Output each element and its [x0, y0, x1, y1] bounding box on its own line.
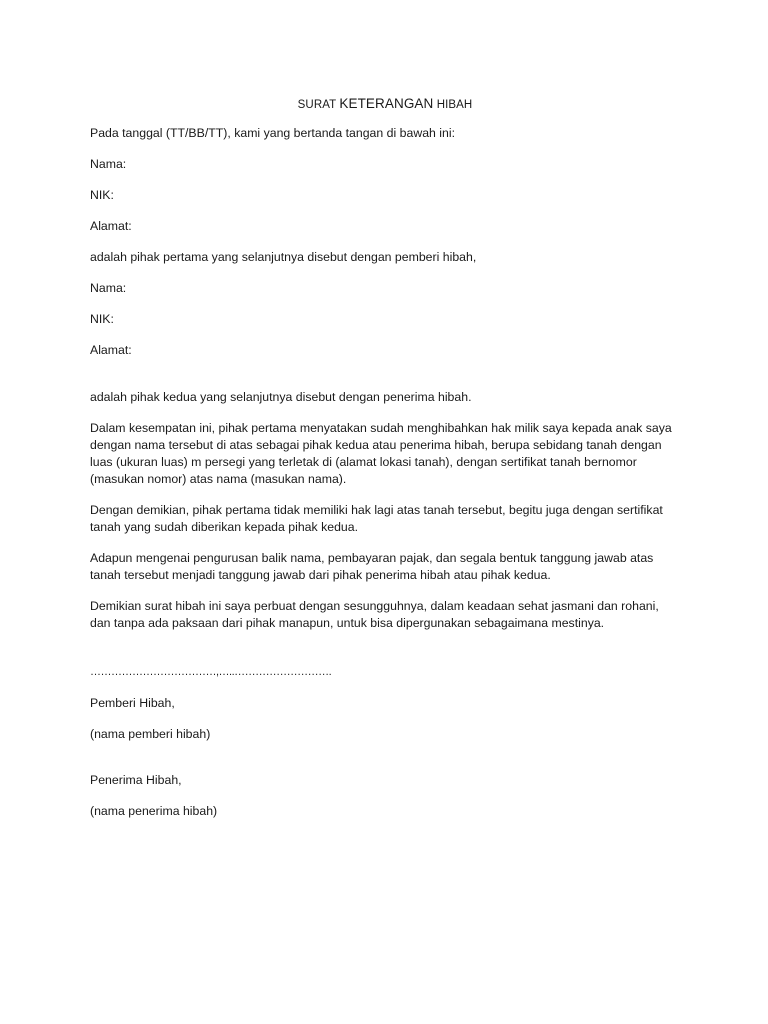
paragraph-grant: Dalam kesempatan ini, pihak pertama menyatakan sudah menghibahkan hak milik saya kepada anak saya dengan nama tersebut di atas sebagai pihak kedua atau penerima hibah, berupa sebidang tanah dengan luas (ukuran luas) m persegi yang terletak di (alamat lokasi tanah), dengan sertifikat tanah bernomor (masukan nomor) atas nama (masukan nama).	[90, 421, 672, 486]
document-title	[90, 95, 680, 114]
party2-name-label: Nama:	[90, 281, 127, 295]
party2-address-label: Alamat:	[90, 343, 132, 357]
party2-role-text: adalah pihak kedua yang selanjutnya disebut dengan penerima hibah.	[90, 390, 472, 404]
place-date-line: ………………………………,…..……………………….	[90, 666, 332, 678]
opening-statement: Pada tanggal (TT/BB/TT), kami yang bertanda tangan di bawah ini:	[90, 126, 456, 140]
title-emphasis: KETERANGAN	[339, 96, 434, 111]
party1-address-label: Alamat:	[90, 219, 132, 233]
paragraph-closing: Demikian surat hibah ini saya perbuat dengan sesungguhnya, dalam keadaan sehat jasmani dan rohani, dan tanpa ada paksaan dari pihak manapun, untuk bisa dipergunakan sebagaimana mestinya.	[90, 599, 659, 630]
party1-nik-label: NIK:	[90, 188, 114, 202]
recipient-label: Penerima Hibah,	[90, 773, 182, 787]
paragraph-responsibility: Adapun mengenai pengurusan balik nama, pembayaran pajak, dan segala bentuk tanggung jawab atas tanah tersebut menjadi tanggung jawab dari pihak penerima hibah atau pihak kedua.	[90, 551, 654, 582]
party2-nik-label: NIK:	[90, 312, 114, 326]
party1-name-label: Nama:	[90, 157, 127, 171]
giver-label: Pemberi Hibah,	[90, 696, 175, 710]
letter-body	[90, 95, 680, 834]
title-suffix: HIBAH	[436, 99, 473, 111]
paragraph-rights: Dengan demikian, pihak pertama tidak memiliki hak lagi atas tanah tersebut, begitu juga dengan sertifikat tanah yang sudah diberikan kepada pihak kedua.	[90, 503, 663, 534]
giver-name-placeholder: (nama pemberi hibah)	[90, 727, 211, 741]
recipient-name-placeholder: (nama penerima hibah)	[90, 804, 218, 818]
party1-role-text: adalah pihak pertama yang selanjutnya disebut dengan pemberi hibah,	[90, 250, 477, 264]
title-prefix: SURAT	[297, 99, 337, 111]
